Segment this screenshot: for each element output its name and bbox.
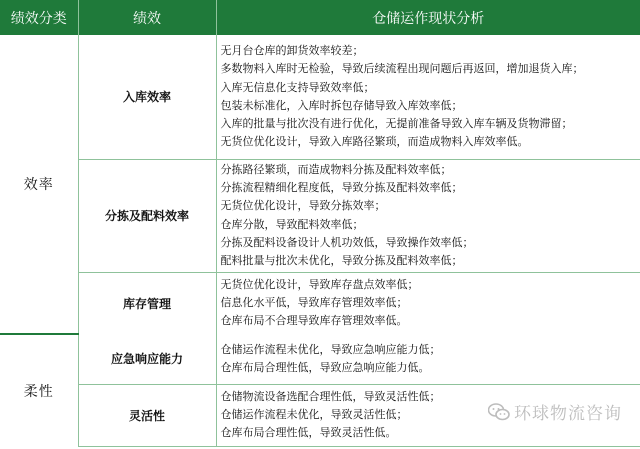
analysis-line: 仓储物流设备选配合理性低，导致灵活性低； <box>220 389 441 403</box>
analysis-line: 仓库布局合理性低，导致应急响应能力低。 <box>220 360 430 374</box>
analysis-cell <box>216 334 640 384</box>
analysis-line: 多数物料入库时无检验，导致后续流程出现问题后再返回，增加退货入库； <box>220 62 584 76</box>
analysis-line: 仓储运作流程未优化，导致灵活性低； <box>220 407 408 421</box>
analysis-line: 无月台仓库的卸货效率较差； <box>220 44 364 58</box>
table-header-row <box>0 0 640 35</box>
watermark-text: 环球物流咨询 <box>514 404 622 424</box>
metric-inventory-management: 库存管理 <box>78 272 216 334</box>
analysis-line: 分拣及配料设备设计人机功效低，导致操作效率低； <box>220 235 474 249</box>
category-efficiency: 效率 <box>0 35 78 334</box>
table-row <box>0 35 640 159</box>
metric-agility: 灵活性 <box>78 384 216 446</box>
metric-inbound-efficiency: 入库效率 <box>78 35 216 159</box>
header-analysis: 仓储运作现状分析 <box>372 10 485 27</box>
analysis-line: 无货位优化设计，导致库存盘点效率低； <box>220 277 419 291</box>
analysis-line: 入库无信息化支持导致效率低； <box>220 80 375 94</box>
metric-emergency-response: 应急响应能力 <box>78 334 216 384</box>
wechat-icon <box>488 403 510 421</box>
analysis-cell <box>216 159 640 272</box>
analysis-line: 仓库分散，导致配料效率低； <box>220 217 364 231</box>
header-category: 绩效分类 <box>0 0 78 35</box>
watermark <box>488 399 622 424</box>
analysis-line: 仓储运作流程未优化，导致应急响应能力低； <box>220 342 441 356</box>
analysis-line: 包装未标准化，入库时拆包存储导致入库效率低； <box>220 98 463 112</box>
analysis-line: 无货位优化设计，导致分拣效率； <box>220 199 386 213</box>
analysis-line: 配料批量与批次未优化，导致分拣及配料效率低； <box>220 253 463 267</box>
analysis-line: 仓库布局合理性低，导致灵活性低。 <box>220 426 397 440</box>
table-row <box>0 272 640 334</box>
analysis-line: 信息化水平低，导致库存管理效率低； <box>220 296 408 310</box>
table-row <box>0 334 640 384</box>
analysis-line: 无货位优化设计，导致入库路径繁琐，而造成物料入库效率低。 <box>220 135 529 149</box>
analysis-line: 分拣路径繁琐，而造成物料分拣及配料效率低； <box>220 162 452 176</box>
analysis-line: 仓库布局不合理导致库存管理效率低。 <box>220 314 408 328</box>
analysis-cell <box>216 272 640 334</box>
analysis-line: 入库的批量与批次没有进行优化，无提前准备导致入库车辆及货物滞留； <box>220 116 573 130</box>
category-flexibility: 柔性 <box>0 334 78 446</box>
analysis-line: 分拣流程精细化程度低，导致分拣及配料效率低； <box>220 181 463 195</box>
header-metric: 绩效 <box>78 0 216 35</box>
table-row <box>0 159 640 272</box>
metric-picking-efficiency: 分拣及配料效率 <box>78 159 216 272</box>
analysis-cell <box>216 35 640 159</box>
